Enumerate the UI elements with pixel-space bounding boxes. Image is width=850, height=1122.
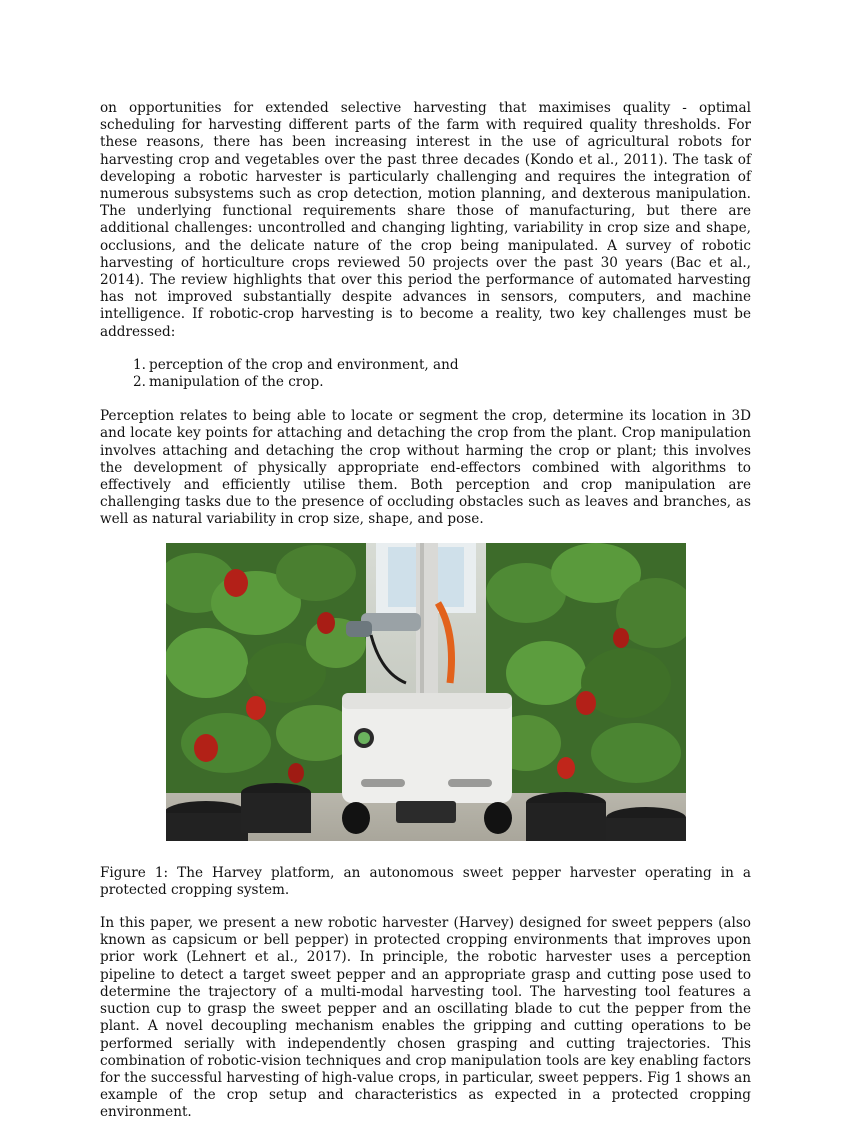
figure-1 [100,543,751,851]
figure-caption: Figure 1: The Harvey platform, an autonomous sweet pepper harvester operating in a protected cropping system. [100,864,751,898]
paper-page [100,100,751,1122]
right-plants [486,543,686,793]
robot-base [342,693,512,834]
challenges-list [133,357,751,391]
list-text: manipulation of the crop. [149,374,324,391]
list-number: 1. [133,356,146,373]
left-plants [166,543,366,793]
harvey-paragraph: In this paper, we present a new robotic harvester (Harvey) designed for sweet peppers (also known as capsicum or bell pepper) in protected cropping environments that improves upon prior work (Lehnert et al., 2017). In principle, the robotic harvester uses a perception pipeline to detect a target sweet pepper and an appropriate grasp and cutting pose used to determine the trajectory of a multi-modal harvesting tool. The harvesting tool features a suction cup to grasp the sweet pepper and an oscillating blade to cut the pepper from the plant. A novel decoupling mechanism enables the gripping and cutting operations to be performed serially with independently chosen grasping and cutting trajectories. This combination of robotic-vision techniques and crop manipulation tools are key enabling factors for the successful harvesting of high-value crops, in particular, sweet peppers. Fig 1 shows an example of the crop setup and characteristics as expected in a protected cropping environment. [100,915,751,1121]
harvey-robot-photo [166,543,686,841]
list-text: perception of the crop and environment, and [149,356,459,373]
list-item [133,357,751,374]
perception-paragraph: Perception relates to being able to locate or segment the crop, determine its location in 3D and locate key points for attaching and detaching the crop from the plant. Crop manipulation involves attaching and detaching the crop without harming the crop or plant; this involves the development of physically appropriate end-effectors combined with algorithms to effectively and efficiently utilise them. Both perception and crop manipulation are challenging tasks due to the presence of occluding obstacles such as leaves and branches, as well as natural variability in crop size, shape, and pose. [100,408,751,528]
intro-paragraph: on opportunities for extended selective harvesting that maximises quality - optimal scheduling for harvesting different parts of the farm with required quality thresholds. For these reasons, there has been increasing interest in the use of agricultural robots for harvesting crop and vegetables over the past three decades (Kondo et al., 2011). The task of developing a robotic harvester is particularly challenging and requires the integration of numerous subsystems such as crop detection, motion planning, and dexterous manipulation. The underlying functional requirements share those of manufacturing, but there are additional challenges: uncontrolled and changing lighting, variability in crop size and shape, occlusions, and the delicate nature of the crop being manipulated. A survey of robotic harvesting of horticulture crops reviewed 50 projects over the past 30 years (Bac et al., 2014). The review highlights that over this period the performance of automated harvesting has not improved substantially despite advances in sensors, computers, and machine intelligence. If robotic-crop harvesting is to become a reality, two key challenges must be addressed: [100,100,751,340]
list-number: 2. [133,374,146,391]
list-item [133,374,751,391]
